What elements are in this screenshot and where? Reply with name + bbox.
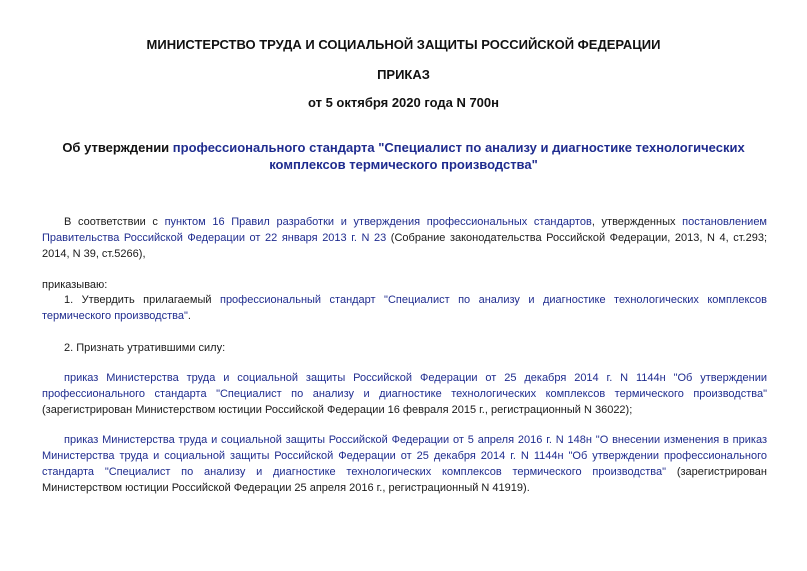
- document-title: [40, 139, 767, 173]
- item2-text: 2. Признать утратившими силу:: [64, 342, 226, 354]
- paragraph-item-2: [42, 340, 767, 356]
- rules-link[interactable]: пунктом 16 Правил разработки и утверждения профессиональных стандартов: [164, 216, 592, 228]
- basis-text-3: (Собрание законодательства Российской Федерации, 2013, N 4, ст.293; 2014, N 39, ст.5266),: [42, 232, 767, 260]
- basis-text-1: В соответствии с: [64, 216, 165, 228]
- revoked-2-text: (зарегистрирован Министерством юстиции Российской Федерации 25 апреля 2016 г., регистрационный N 41919).: [42, 466, 767, 494]
- orders-word: приказываю:: [42, 279, 108, 291]
- paragraph-item-1: [42, 292, 767, 324]
- revoked-1-text: (зарегистрирован Министерством юстиции Российской Федерации 16 февраля 2015 г., регистрационный N 36022);: [42, 404, 633, 416]
- paragraph-basis: [42, 214, 767, 262]
- standard-link[interactable]: профессиональный стандарт "Специалист по анализу и диагностике технологических комплексов термического производства": [42, 294, 767, 322]
- paragraph-revoked-2: [42, 432, 767, 496]
- revoked-order-2-link[interactable]: приказ Министерства труда и социальной защиты Российской Федерации от 5 апреля 2016 г. N 148н "О внесении изменения в приказ Министерства труда и социальной защиты Российской Федерации от 25 декабря 2014 г. N 1144н "Об утверждении профессионального стандарта "Специалист по анализу и диагностике технологических комплексов термического производства": [42, 434, 767, 478]
- doc-type-heading: ПРИКАЗ: [377, 67, 430, 82]
- revoked-order-1-link[interactable]: приказ Министерства труда и социальной защиты Российской Федерации от 25 декабря 2014 г. N 1144н "Об утверждении профессионального стандарта "Специалист по анализу и диагностике технологических комплексов термического производства": [42, 372, 767, 400]
- item1-text-1: 1. Утвердить прилагаемый: [64, 294, 220, 306]
- title-standard-link[interactable]: профессионального стандарта "Специалист по анализу и диагностике технологических комплексов термического производства": [172, 140, 745, 172]
- ministry-heading: МИНИСТЕРСТВО ТРУДА И СОЦИАЛЬНОЙ ЗАЩИТЫ РОССИЙСКОЙ ФЕДЕРАЦИИ: [146, 37, 661, 52]
- resolution-link[interactable]: постановлением Правительства Российской Федерации от 22 января 2013 г. N 23: [42, 216, 767, 244]
- basis-text-2: , утвержденных: [591, 216, 683, 228]
- item1-text-2: .: [187, 310, 191, 322]
- date-number-heading: от 5 октября 2020 года N 700н: [307, 95, 499, 110]
- paragraph-revoked-1: [42, 370, 767, 418]
- title-prefix: Об утверждении: [62, 140, 173, 155]
